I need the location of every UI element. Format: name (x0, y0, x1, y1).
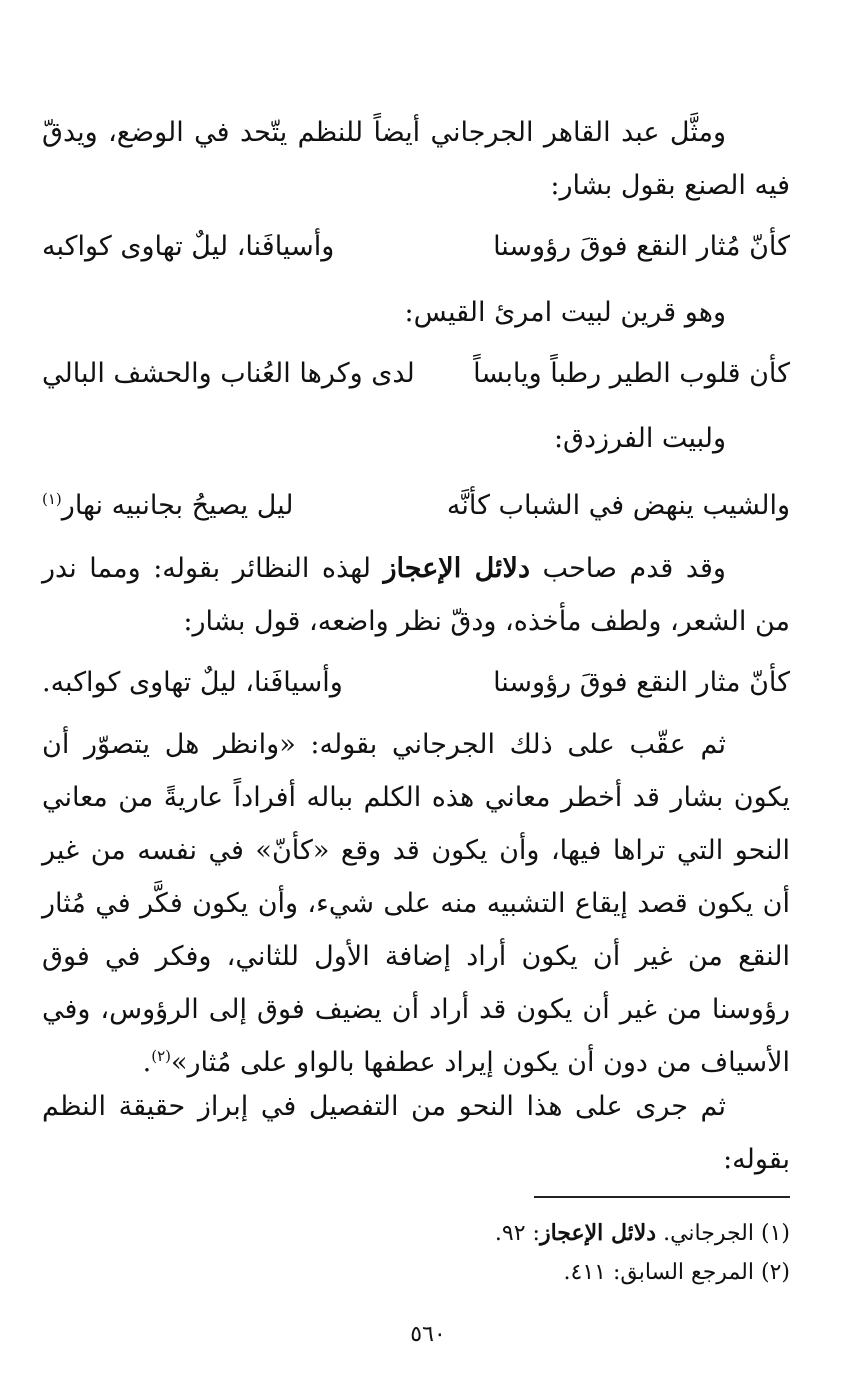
footnote-2-number: (٢) (760, 1260, 790, 1285)
paragraph-5 (42, 718, 790, 1089)
verse-4 (42, 655, 790, 711)
footnote-separator (534, 1196, 790, 1198)
book-title-bold: دلائل الإعجاز (383, 553, 530, 584)
verse-2-second-hemistich: لدى وكرها العُناب والحشف البالي (42, 358, 415, 389)
paragraph-4 (42, 542, 790, 648)
footnote-1-after: : ٩٢. (494, 1221, 540, 1246)
footnote-ref-1: (١) (42, 490, 62, 508)
verse-3-second-text: ليل يصيحُ بجانبيه نهار (61, 490, 294, 521)
verse-2-first-hemistich: كأن قلوب الطير رطباً ويابساً (473, 358, 790, 389)
footnote-ref-2: (٢) (151, 1047, 171, 1065)
line-3: ولبيت الفرزدق: (553, 423, 726, 454)
footnote-1-before: الجرجاني. (656, 1221, 761, 1246)
verse-2 (42, 346, 790, 402)
verse-1 (42, 219, 790, 275)
footnote-2 (42, 1254, 790, 1292)
page-number: ٥٦٠ (410, 1322, 446, 1347)
paragraph-6: ثم جرى على هذا النحو من التفصيل في إبراز حقيقة النظم بقوله: (42, 1091, 790, 1175)
verse-4-second-hemistich: وأسيافَنا، ليلٌ تهاوى كواكبه. (42, 667, 343, 698)
verse-4-first-hemistich: كأنّ مثار النقع فوقَ رؤوسنا (493, 667, 790, 698)
footnote-1 (42, 1214, 790, 1253)
paragraph-1: ومثَّل عبد القاهر الجرجاني أيضاً للنظم يتّحد في الوضع، ويدقّ فيه الصنع بقول بشار: (42, 117, 790, 201)
verse-3-first-hemistich: والشيب ينهض في الشباب كأنَّه (446, 490, 790, 521)
footnote-1-number: (١) (760, 1221, 790, 1246)
verse-3 (42, 478, 790, 534)
verse-1-first-hemistich: كأنّ مُثار النقع فوقَ رؤوسنا (493, 231, 790, 262)
paragraph-4-before: وقد قدم صاحب (529, 553, 726, 584)
verse-1-second-hemistich: وأسيافَنا، ليلٌ تهاوى كواكبه (42, 231, 335, 262)
footnote-1-bold: دلائل الإعجاز (539, 1220, 657, 1246)
paragraph-5-text: ثم عقّب على ذلك الجرجاني بقوله: «وانظر هل يتصوّر أن يكون بشار قد أخطر معاني هذه الكلم بباله أفراداً عاريةً من معاني النحو التي تراها فيها، وأن يكون قد وقع «كأنّ» في نفسه من غير أن يكون قصد إيقاع التشبيه منه على شيء، وأن يكون فكَّر في مُثار النقع من غير أن يكون أراد إضافة الأول للثاني، وفكر في فوق رؤوسنا من غير أن يكون قد أراد أن يضيف فوق إلى الرؤوس، وفي الأسياف من دون أن يكون إيراد عطفها بالواو على مُثار» (42, 729, 790, 1078)
paragraph-5-end: . (142, 1047, 152, 1078)
paragraph-4-after: لهذه النظائر بقوله: ومما ندر من الشعر، ولطف مأخذه، ودقّ نظر واضعه، قول بشار: (42, 553, 790, 637)
footnote-2-text: المرجع السابق: ٤١١. (563, 1260, 761, 1285)
verse-3-second-hemistich (42, 478, 294, 534)
line-2: وهو قرين لبيت امرئ القيس: (404, 297, 726, 328)
